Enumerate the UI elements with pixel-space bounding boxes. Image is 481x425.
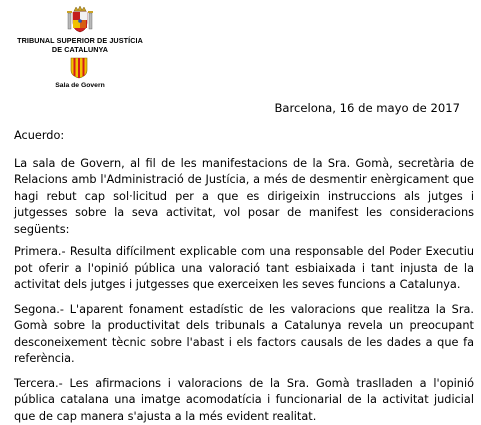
document-heading: Acuerdo: bbox=[14, 128, 474, 145]
catalan-shield-icon bbox=[69, 57, 89, 79]
segona-paragraph: Segona.- L'aparent fonament estadístic de les valoracions que realitza la Sra. Gomà sobre la productivitat dels tribunals a Catalunya revela un preocupant desconeixement tècnic sobre l'abast i els factors causals de les dades a que fa referència. bbox=[14, 302, 474, 368]
department-name: Sala de Govern bbox=[0, 82, 160, 89]
coat-of-arms-icon bbox=[65, 4, 95, 34]
intro-paragraph: La sala de Govern, al fil de les manifestacions de la Sra. Gomà, secretària de Relacions amb l'Administració de Justícia, a més de desmentir enèrgicament que hagi rebut cap sol·licitud per a que es dirigeixin instruccions als jutges i jutgesses sobre la seva activitat, vol posar de manifest les consideracions següents: bbox=[14, 156, 474, 239]
institution-line-2: DE CATALUNYA bbox=[0, 45, 160, 54]
tercera-paragraph: Tercera.- Les afirmacions i valoracions de la Sra. Gomà traslladen a l'opinió pública catalana una imatge acomodatícia i funcionarial de la activitat judicial que de cap manera s'ajusta a la més evident realitat. bbox=[14, 376, 474, 425]
letterhead bbox=[0, 0, 200, 92]
document-body bbox=[14, 128, 474, 425]
document-date: Barcelona, 16 de mayo de 2017 bbox=[274, 101, 460, 115]
institution-line-1: TRIBUNAL SUPERIOR DE JUSTÍCIA bbox=[0, 36, 160, 45]
primera-paragraph: Primera.- Resulta difícilment explicable com una responsable del Poder Executiu pot oferir a l'opinió pública una valoració tant esbiaixada i tant injusta de la activitat dels jutges i jutgesses que exerceixen les seves funcions a Catalunya. bbox=[14, 244, 474, 294]
